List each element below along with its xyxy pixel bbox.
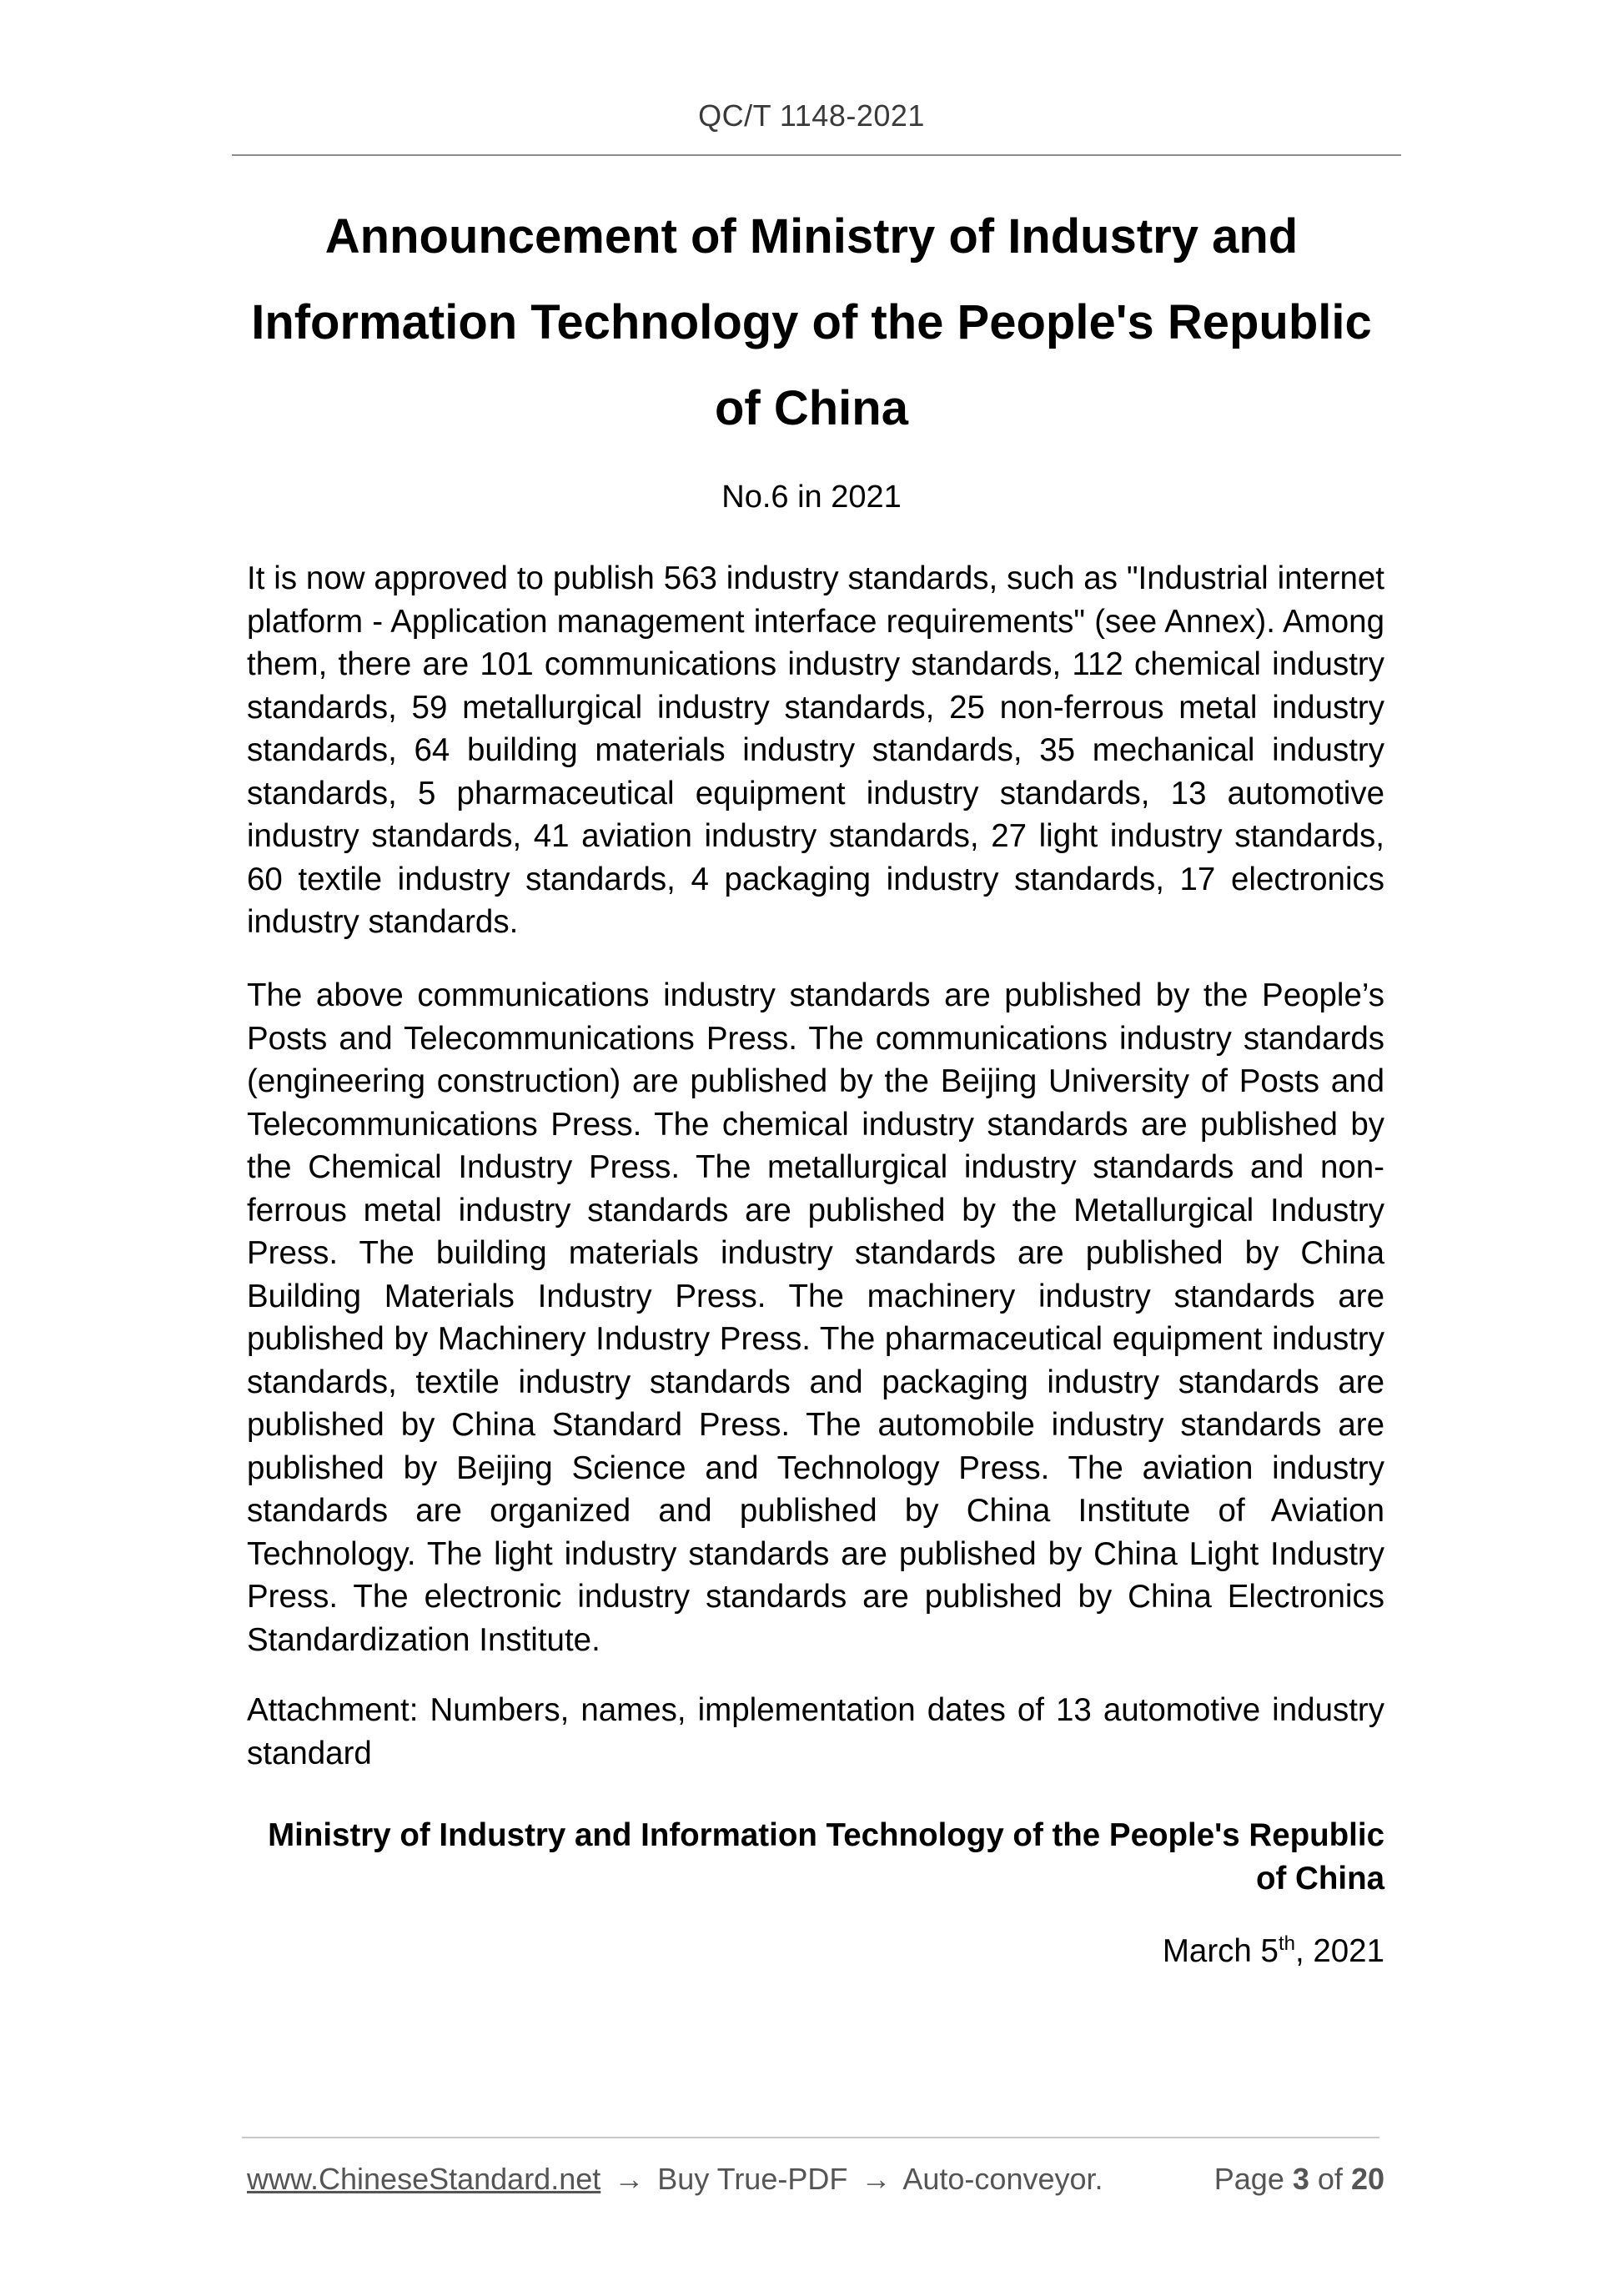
page-number: 3 <box>1292 2162 1309 2196</box>
arrow-right-icon: → <box>614 2162 645 2196</box>
paragraph-publishers: The above communications industry standards are published by the People’s Posts and Telecommunications Press. The communications industry standards (engineering construction) are published by the Beijing University of Posts and Telecommunications Press. The chemical industry standards are published by the Chemical Industry Press. The metallurgical industry standards and non-ferrous metal industry standards are published by the Metallurgical Industry Press. The building materials industry standards are published by China Building Materials Industry Press. The machinery industry standards are published by Machinery Industry Press. The pharmaceutical equipment industry standards, textile industry standards and packaging industry standards are published by China Standard Press. The automobile industry standards are published by Beijing Science and Technology Press. The aviation industry standards are organized and published by China Institute of Aviation Technology. The light industry standards are published by China Light Industry Press. The electronic industry standards are published by China Electronics Standardization Institute. <box>247 977 1384 1658</box>
paragraph-attachment: Attachment: Numbers, names, implementation dates of 13 automotive industry standard <box>247 1692 1384 1771</box>
header-divider <box>232 154 1401 156</box>
issue-date-prefix: March 5 <box>1162 1933 1279 1969</box>
footer-divider <box>242 2137 1379 2138</box>
document-title: Announcement of Ministry of Industry and Information Technology of the People's Republic of China <box>251 209 1372 435</box>
total-pages: 20 <box>1350 2162 1384 2196</box>
arrow-right-icon: → <box>861 2162 892 2196</box>
footer-step-auto: Auto-conveyor. <box>902 2162 1103 2196</box>
standard-code-header: QC/T 1148-2021 <box>698 98 925 133</box>
of-label: of <box>1317 2162 1343 2196</box>
page-footer <box>247 2162 1384 2197</box>
footer-step-buy: Buy True-PDF <box>657 2162 848 2196</box>
issuer-signature: Ministry of Industry and Information Technology of the People's Republic of China <box>268 1817 1384 1897</box>
issue-date-year: , 2021 <box>1294 1933 1384 1969</box>
paragraph-approval: It is now approved to publish 563 industry standards, such as "Industrial internet platform - Application management interface requirements" (see Annex). Among them, there are 101 communications industry standards, 112 chemical industry standards, 59 metallurgical industry standards, 25 non-ferrous metal industry standards, 64 building materials industry standards, 35 mechanical industry standards, 5 pharmaceutical equipment industry standards, 13 automotive industry standards, 41 aviation industry standards, 27 light industry standards, 60 textile industry standards, 4 packaging industry standards, 17 electronics industry standards. <box>247 560 1384 940</box>
issue-date <box>247 1933 1384 1970</box>
issue-date-suffix: th <box>1278 1932 1295 1956</box>
announcement-number: No.6 in 2021 <box>721 480 902 515</box>
page-indicator <box>1214 2162 1384 2197</box>
page-label: Page <box>1213 2162 1284 2196</box>
website-link[interactable]: www.ChineseStandard.net <box>247 2162 601 2196</box>
